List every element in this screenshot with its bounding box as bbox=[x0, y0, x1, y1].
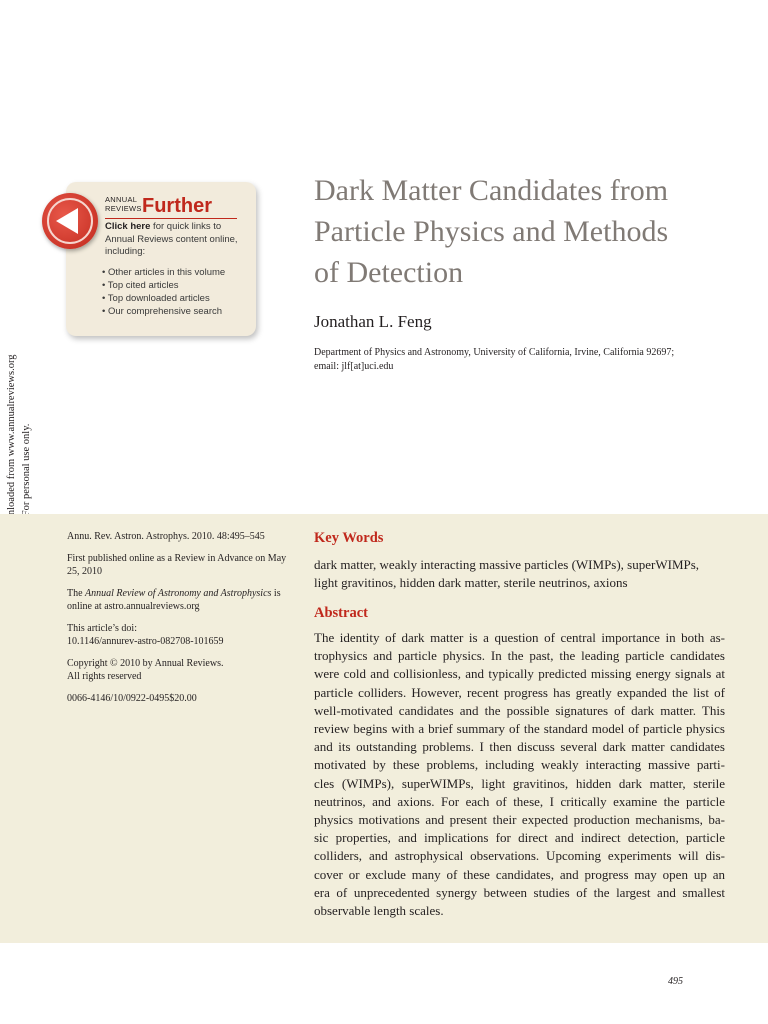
abstract-line: trophysics and particle physics. In the past, the leading particle candidates bbox=[314, 648, 725, 664]
brand-further: Further bbox=[142, 195, 212, 217]
abstract-line: era of unprecedented synergy between studies of the largest and smallest bbox=[314, 884, 725, 900]
doi-label: This article’s doi: bbox=[67, 622, 137, 634]
further-intro bbox=[105, 221, 250, 259]
abstract-line: well-motivated candidates and the possible signatures of dark matter. This bbox=[314, 702, 725, 718]
further-links-list bbox=[102, 266, 252, 318]
affiliation-line: Department of Physics and Astronomy, University of California, Irvine, California 92697; bbox=[314, 347, 675, 358]
keywords-line: light gravitinos, hidden dark matter, sterile neutrinos, axions bbox=[314, 575, 628, 590]
abstract-line: cover or exclude many of these candidates, and progress may open up an bbox=[314, 866, 725, 882]
first-published: First published online as a Review in Advance on May 25, 2010 bbox=[67, 552, 287, 577]
keywords bbox=[314, 556, 726, 592]
brand-annual: ANNUAL bbox=[105, 195, 138, 204]
brand-divider bbox=[105, 218, 237, 219]
abstract-line: were cold and collisionless, and typically predicted missing energy signals at bbox=[314, 666, 725, 682]
journal-post: is online at astro.annualreviews.org bbox=[67, 587, 281, 612]
further-link-top-cited[interactable]: • Top cited articles bbox=[102, 280, 179, 291]
abstract-line: physics motivations and present their expected production mechanisms, ba- bbox=[314, 812, 725, 828]
author-email: email: jlf[at]uci.edu bbox=[314, 361, 394, 372]
journal-online bbox=[67, 587, 287, 614]
click-here-link[interactable]: Click here bbox=[105, 221, 151, 232]
abstract-line: cles (WIMPs), superWIMPs, light gravitinos, hidden dark matter, sterile bbox=[314, 775, 725, 791]
abstract-text bbox=[314, 629, 725, 920]
abstract-line: sic properties, and implications for direct and indirect detection, particle bbox=[314, 830, 725, 846]
further-intro-text: for quick links to Annual Reviews content online, including: bbox=[105, 221, 238, 257]
title-line: Dark Matter Candidates from bbox=[314, 174, 669, 207]
journal-name: Annual Review of Astronomy and Astrophysics bbox=[85, 587, 272, 599]
rights: All rights reserved bbox=[67, 671, 142, 682]
author-affiliation bbox=[314, 346, 734, 374]
abstract-line: observable length scales. bbox=[314, 903, 444, 919]
brand-reviews: REVIEWS bbox=[105, 204, 142, 213]
citation: Annu. Rev. Astron. Astrophys. 2010. 48:495–545 bbox=[67, 531, 265, 542]
abstract-line: particle colliders. However, recent progress has greatly expanded the list of bbox=[314, 684, 725, 700]
abstract-line: review begins with a brief summary of the standard model of particle physics bbox=[314, 721, 725, 737]
doi-value: 10.1146/annurev-astro-082708-101659 bbox=[67, 636, 224, 647]
abstract-heading: Abstract bbox=[314, 605, 368, 621]
author-name: Jonathan L. Feng bbox=[314, 312, 432, 331]
doi-block bbox=[67, 622, 287, 649]
copyright: Copyright © 2010 by Annual Reviews. bbox=[67, 657, 224, 669]
copyright-block bbox=[67, 657, 287, 684]
further-link-search[interactable]: • Our comprehensive search bbox=[102, 306, 223, 317]
keywords-line: dark matter, weakly interacting massive particles (WIMPs), superWIMPs, bbox=[314, 557, 700, 572]
article-title bbox=[314, 170, 744, 293]
page-number: 495 bbox=[668, 976, 683, 987]
publication-metadata bbox=[67, 530, 287, 713]
issn: 0066-4146/10/0922-0495$20.00 bbox=[67, 692, 197, 704]
further-link-other-articles[interactable]: • Other articles in this volume bbox=[102, 267, 226, 278]
abstract-line: The identity of dark matter is a question of central importance in both as- bbox=[314, 630, 725, 645]
abstract-line: motivated by these problems, including weakly interacting massive parti- bbox=[314, 757, 725, 773]
journal-pre: The bbox=[67, 587, 86, 599]
abstract-line: and its outstanding problems. I then discuss several dark matter candidates bbox=[314, 739, 725, 755]
further-link-top-downloaded[interactable]: • Top downloaded articles bbox=[102, 293, 210, 304]
title-line: of Detection bbox=[314, 256, 464, 289]
abstract-line: colliders, and astrophysical observations. Upcoming experiments will dis- bbox=[314, 848, 725, 864]
keywords-heading: Key Words bbox=[314, 530, 384, 546]
back-arrow-icon[interactable] bbox=[42, 193, 98, 249]
abstract-line: neutrinos, and axions. For each of these, I critically examine the particle bbox=[314, 793, 725, 809]
title-line: Particle Physics and Methods bbox=[314, 215, 669, 248]
